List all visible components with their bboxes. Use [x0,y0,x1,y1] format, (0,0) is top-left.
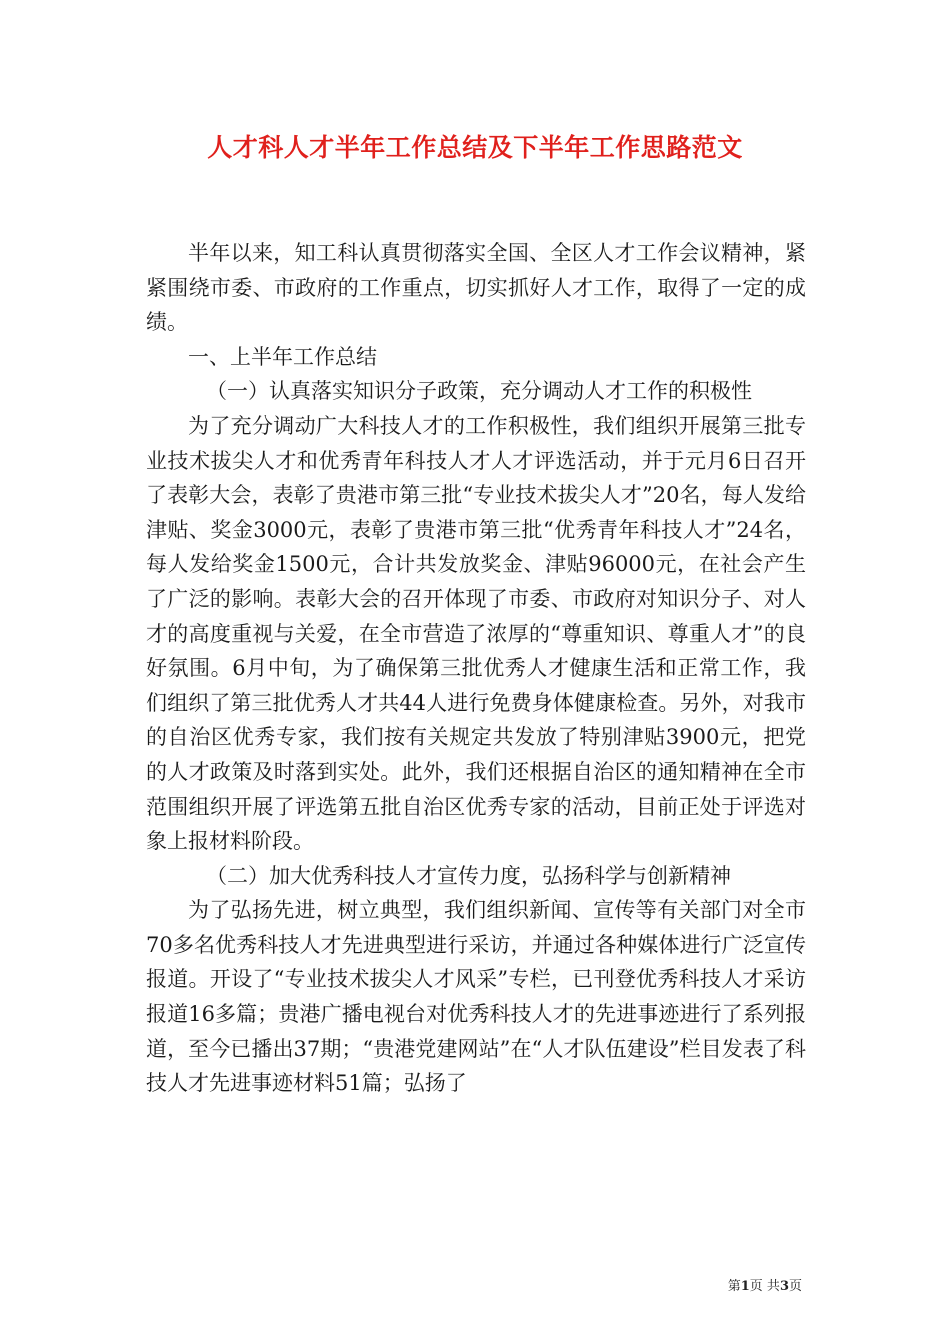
document-title: 人才科人才半年工作总结及下半年工作思路范文 [207,133,743,162]
subsection-heading-2: （二）加大优秀科技人才宣传力度，弘扬科学与创新精神 [206,863,731,888]
document-body [146,236,806,1101]
footer-middle: 页 共 [749,1279,780,1294]
intro-paragraph: 半年以来，知工科认真贯彻落实全国、全区人才工作会议精神，紧紧围绕市委、市政府的工作重点，切实抓好人才工作，取得了一定的成绩。 [146,241,806,335]
subsection-2-paragraph: 为了弘扬先进，树立典型，我们组织新闻、宣传等有关部门对全市70多名优秀科技人才先进典型进行采访，并通过各种媒体进行广泛宣传报道。开设了“专业技术拔尖人才风采”专栏，已刊登优秀科技人才采访报道16多篇；贵港广播电视台对优秀科技人才的先进事迹进行了系列报道，至今已播出37期；“贵港党建网站”在“人才队伍建设”栏目发表了科技人才先进事迹材料51篇；弘扬了 [146,898,806,1096]
footer-prefix: 第 [727,1279,741,1294]
subsection-heading-1: （一）认真落实知识分子政策，充分调动人才工作的积极性 [206,379,752,404]
footer-current-page: 1 [740,1279,750,1294]
section-heading-first-half-summary: 一、上半年工作总结 [188,344,377,369]
subsection-1-paragraph: 为了充分调动广大科技人才的工作积极性，我们组织开展第三批专业技术拔尖人才和优秀青年科技人才人才评选活动，并于元月6日召开了表彰大会，表彰了贵港市第三批“专业技术拔尖人才”20名，每人发给津贴、奖金3000元，表彰了贵港市第三批“优秀青年科技人才”24名，每人发给奖金1500元，合计共发放奖金、津贴96000元，在社会产生了广泛的影响。表彰大会的召开体现了市委、市政府对知识分子、对人才的高度重视与关爱，在全市营造了浓厚的“尊重知识、尊重人才”的良好氛围。6月中旬，为了确保第三批优秀人才健康生活和正常工作，我们组织了第三批优秀人才共44人进行免费身体健康检查。另外，对我市的自治区优秀专家，我们按有关规定共发放了特别津贴3900元，把党的人才政策及时落到实处。此外，我们还根据自治区的通知精神在全市范围组织开展了评选第五批自治区优秀专家的活动，目前正处于评选对象上报材料阶段。 [146,413,806,854]
footer-suffix: 页 [788,1279,802,1294]
page-number-footer [728,1275,802,1294]
footer-total-pages: 3 [779,1279,789,1294]
